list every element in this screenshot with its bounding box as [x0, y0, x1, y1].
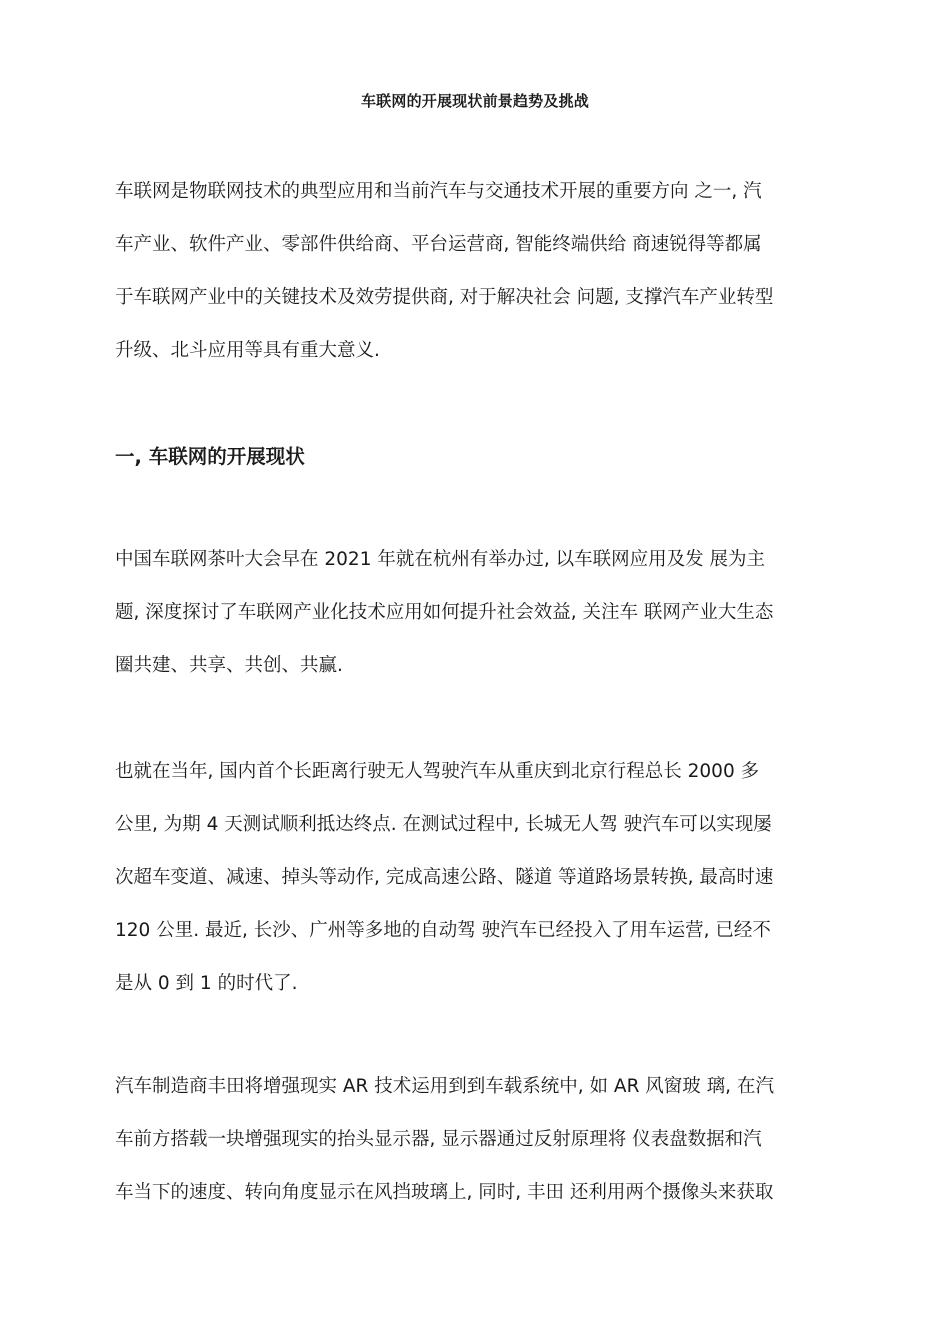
text-line: 也就在当年, 国内首个长距离行驶无人驾驶汽车从重庆到北京行程总长 2000 多: [115, 761, 760, 782]
paragraph-conference: [115, 533, 837, 692]
text-line: 公里, 为期 4 天测试顺利抵达终点. 在测试过程中, 长城无人驾 驶汽车可以实现屡: [115, 814, 772, 835]
text-line: 圈共建、共享、共创、共赢.: [115, 655, 343, 676]
text-line: 次超车变道、减速、掉头等动作, 完成高速公路、隧道 等道路场景转换, 最高时速: [115, 867, 774, 888]
text-line: 升级、北斗应用等具有重大意义.: [115, 340, 380, 361]
paragraph-toyota-ar: [115, 1060, 837, 1219]
text-line: 车当下的速度、转向角度显示在风挡玻璃上, 同时, 丰田 还利用两个摄像头来获取: [115, 1182, 774, 1203]
text-line: 车前方搭载一块增强现实的抬头显示器, 显示器通过反射原理将 仪表盘数据和汽: [115, 1129, 762, 1150]
text-line: 车联网是物联网技术的典型应用和当前汽车与交通技术开展的重要方向 之一, 汽: [115, 181, 762, 202]
paragraph-intro: [115, 165, 837, 377]
paragraph-autonomous-driving: [115, 745, 837, 1010]
text-line: 中国车联网茶叶大会早在 2021 年就在杭州有举办过, 以车联网应用及发 展为主: [115, 549, 765, 570]
text-line: 汽车制造商丰田将增强现实 AR 技术运用到到车载系统中, 如 AR 风窗玻 璃, 在汽: [115, 1076, 774, 1097]
text-line: 120 公里. 最近, 长沙、广州等多地的自动驾 驶汽车已经投入了用车运营, 已经不: [115, 920, 771, 941]
text-line: 于车联网产业中的关键技术及效劳提供商, 对于解决社会 问题, 支撑汽车产业转型: [115, 287, 774, 308]
text-line: 是从 0 到 1 的时代了.: [115, 973, 298, 994]
section-heading: 一, 车联网的开展现状: [115, 445, 305, 468]
text-line: 车产业、软件产业、零部件供给商、平台运营商, 智能终端供给 商速锐得等都属: [115, 234, 762, 255]
document-title: 车联网的开展现状前景趋势及挑战: [360, 92, 589, 110]
text-line: 题, 深度探讨了车联网产业化技术应用如何提升社会效益, 关注车 联网产业大生态: [115, 602, 774, 623]
